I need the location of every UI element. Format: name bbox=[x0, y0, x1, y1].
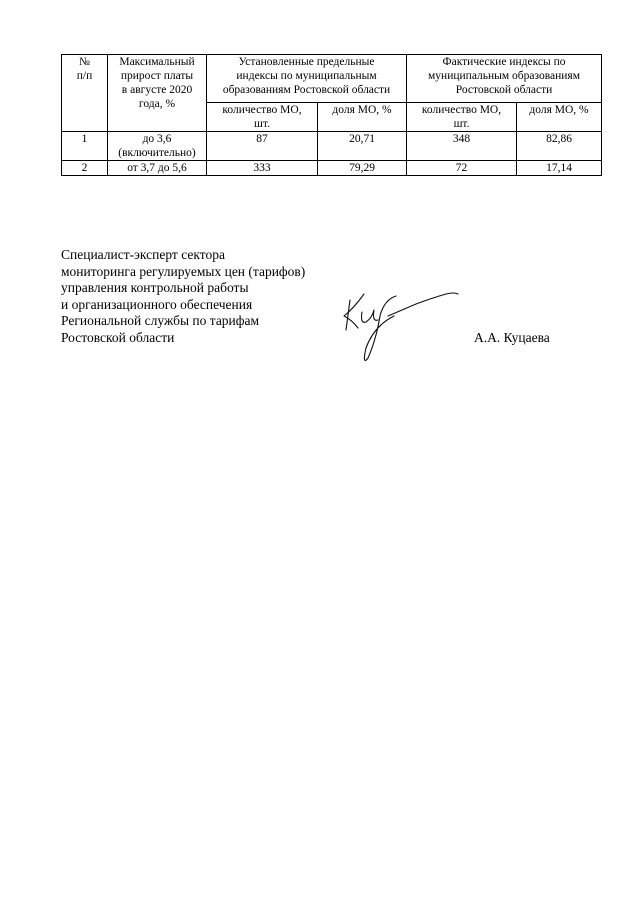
title-line: мониторинга регулируемых цен (тарифов) bbox=[61, 263, 306, 279]
subheader-set-count: количество МО, шт. bbox=[207, 103, 318, 132]
cell-range: от 3,7 до 5,6 bbox=[108, 161, 207, 176]
table-row bbox=[62, 132, 602, 161]
cell-set-share: 20,71 bbox=[318, 132, 407, 161]
header-number: № п/п bbox=[62, 55, 108, 132]
cell-number: 1 bbox=[62, 132, 108, 161]
title-line: Региональной службы по тарифам bbox=[61, 313, 260, 328]
handwritten-signature bbox=[336, 282, 461, 366]
cell-actual-count: 72 bbox=[407, 161, 517, 176]
cell-actual-share: 82,86 bbox=[517, 132, 602, 161]
title-line: Ростовской области bbox=[61, 329, 175, 345]
cell-number: 2 bbox=[62, 161, 108, 176]
subheader-set-share: доля МО, % bbox=[318, 103, 407, 132]
cell-range: до 3,6 (включительно) bbox=[108, 132, 207, 161]
cell-actual-count: 348 bbox=[407, 132, 517, 161]
signatory-title bbox=[61, 247, 305, 346]
header-max-growth: Максимальный прирост платы в августе 2020 года, % bbox=[108, 55, 207, 132]
header-set-indices: Установленные предельные индексы по муниципальным образованиям Ростовской области bbox=[207, 55, 407, 103]
title-line: и организационного обеспечения bbox=[61, 296, 253, 312]
cell-set-count: 87 bbox=[207, 132, 318, 161]
title-line: Специалист-эксперт сектора bbox=[61, 247, 225, 262]
cell-actual-share: 17,14 bbox=[517, 161, 602, 176]
subheader-actual-count: количество МО, шт. bbox=[407, 103, 517, 132]
cell-set-share: 79,29 bbox=[318, 161, 407, 176]
signer-name: А.А. Куцаева bbox=[474, 330, 550, 345]
subheader-actual-share: доля МО, % bbox=[517, 103, 602, 132]
header-actual-indices: Фактические индексы по муниципальным образованиям Ростовской области bbox=[407, 55, 602, 103]
title-line: управления контрольной работы bbox=[61, 280, 249, 295]
table-row bbox=[62, 161, 602, 176]
indices-table bbox=[61, 54, 602, 176]
cell-set-count: 333 bbox=[207, 161, 318, 176]
